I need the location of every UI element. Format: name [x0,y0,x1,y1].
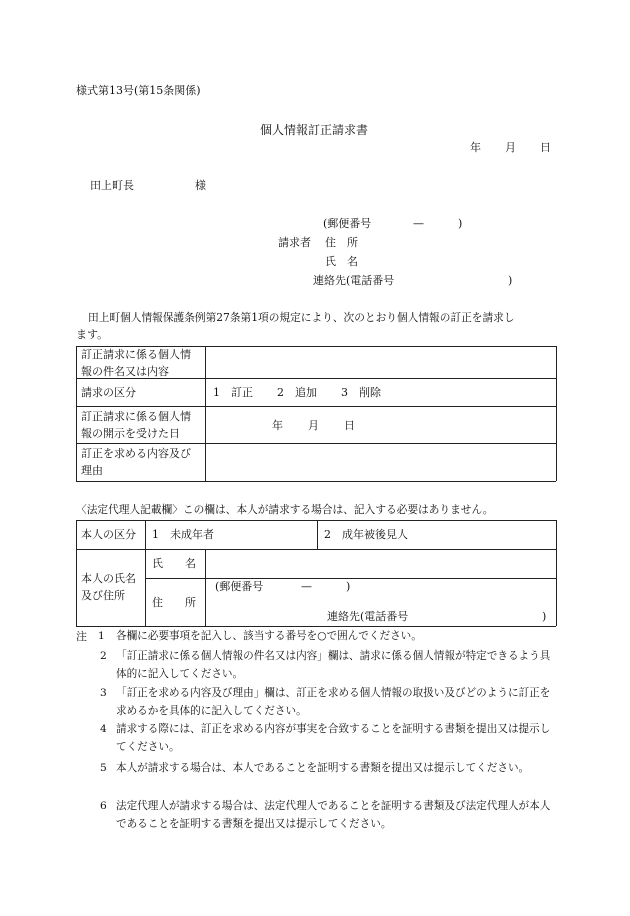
row-reason-label: 訂正を求める内容及び 理由 [81,447,191,477]
category-option-addition: 2 追加 [277,386,317,399]
agent-contact-open: 連絡先(電話番号 [327,610,409,623]
requester-postal-close: ) [458,217,463,230]
person-name-address-label: 本人の氏名 及び住所 [81,572,136,602]
date-month: 月 [505,141,516,154]
requester-label: 請求者 [278,236,311,249]
disclosure-date-day: 日 [344,419,355,432]
intro-line-1: 田上町個人情報保護条例第27条第1項の規定により、次のとおり個人情報の訂正を請求し [88,311,515,324]
row-category-label: 請求の区分 [81,386,136,399]
agent-postal-dash: — [301,580,312,593]
category-option-deletion: 3 削除 [341,386,381,399]
requester-postal-dash: — [413,217,424,230]
person-status-label: 本人の区分 [81,528,136,541]
agent-contact-close: ) [542,610,547,623]
note-item: 2 「訂正請求に係る個人情報の件名又は内容」欄は、請求に係る個人情報が特定できるよう具体的に記入してください。 [100,650,551,680]
status-option-minor: 1 未成年者 [152,528,214,541]
note-item: 6 法定代理人が請求する場合は、法定代理人であることを証明する書類及び法定代理人が本人であることを証明する書類を提出又は提示してください。 [100,800,551,830]
requester-contact-close: ) [508,274,513,287]
agent-address-label: 住 所 [152,596,196,609]
intro-line-2: ます。 [76,328,109,341]
row-disclosure-date-label: 訂正請求に係る個人情 報の開示を受けた日 [81,410,191,440]
status-option-adult-ward: 2 成年被後見人 [324,528,408,541]
date-year: 年 [470,141,481,154]
note-item: 1 各欄に必要事項を記入し、該当する番号を○で囲んでください。 [98,630,422,642]
addressee-honorific: 様 [195,179,206,192]
form-number: 様式第13号(第15条関係) [76,84,201,97]
requester-contact-open: 連絡先(電話番号 [313,274,395,287]
row-subject-label: 訂正請求に係る個人情 報の件名又は内容 [81,348,191,378]
addressee-name: 田上町長 [90,179,134,192]
requester-address-label: 住 所 [325,236,358,249]
requester-postal-open: (郵便番号 [323,217,372,230]
agent-postal-close: ) [346,580,351,593]
note-item: 5 本人が請求する場合は、本人であることを証明する書類を提出又は提示してください。 [100,762,530,774]
page-title: 個人情報訂正請求書 [260,123,369,137]
agent-name-label: 氏 名 [152,557,196,570]
category-option-correction: 1 訂正 [213,386,253,399]
note-item: 4 請求する際には、訂正を求める内容が事実を合致することを証明する書類を提出又は提示してください。 [100,723,551,753]
agent-postal-open: (郵便番号 [215,580,264,593]
requester-name-label: 氏 名 [325,255,358,268]
note-item: 3 「訂正を求める内容及び理由」欄は、訂正を求める個人情報の取扱い及びどのように訂正を求めるかを具体的に記入してください。 [100,687,551,717]
date-day: 日 [540,141,551,154]
disclosure-date-month: 月 [308,419,319,432]
agent-section-heading: 〈法定代理人記載欄〉この欄は、本人が請求する場合は、記入する必要はありません。 [76,503,494,516]
disclosure-date-year: 年 [272,419,283,432]
notes-prefix: 注 [76,630,87,643]
